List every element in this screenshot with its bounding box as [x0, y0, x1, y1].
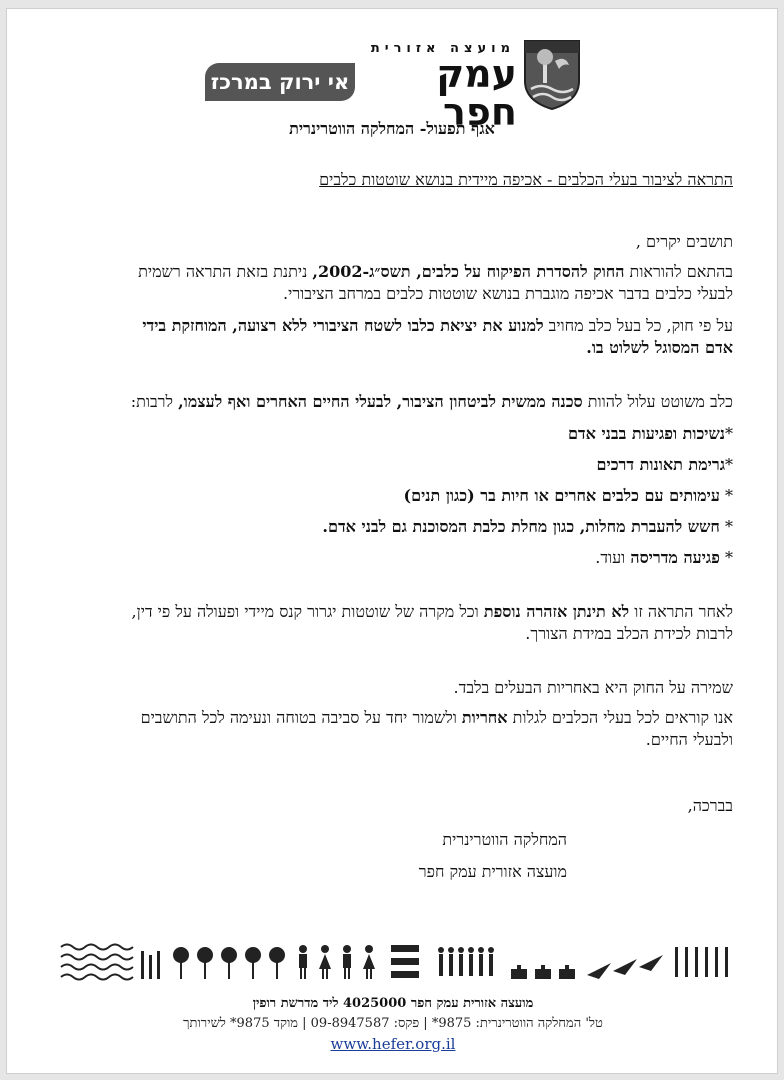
council-crest-icon	[519, 37, 585, 111]
greeting: תושבים יקרים ,	[635, 232, 733, 252]
paragraph-danger: כלב משוטט עלול להוות סכנה ממשית לביטחון הציבור, לבעלי החיים האחרים ואף לעצמו, לרבות:	[130, 392, 733, 412]
paragraph-obligation: על פי חוק, כל בעל כלב מחויב למנוע את יציאת כלבו לשטח הציבורי ללא רצועה, המוחזקת בידי אדם המסוגל לשלוט בו.	[142, 316, 733, 358]
closing: בברכה,	[687, 796, 733, 816]
council-tagline: אי ירוק במרכז	[205, 63, 355, 101]
letter-body	[113, 169, 733, 884]
footer-contact: טל' המחלקה הווטרינרית: 9875* | פקס: 09-8947587 | מוקד 9875* לשירותך	[183, 1016, 603, 1031]
letter-title: התראה לציבור בעלי הכלבים - אכיפה מיידית בנושא שוטטות כלבים	[319, 170, 733, 189]
danger-item: * פגיעה מדריסה ועוד.	[595, 547, 733, 567]
danger-item: *נשיכות ופגיעות בבני אדם	[567, 423, 733, 443]
paragraph-responsibility: שמירה על החוק היא באחריות הבעלים בלבד.	[453, 678, 733, 698]
signature-council: מועצה אזורית עמק חפר	[418, 862, 567, 882]
council-label: מועצה אזורית	[370, 41, 515, 56]
paragraph-penalty: לאחר התראה זו לא תינתן אזהרה נוספת וכל מקרה של שוטטות יגרור קנס מיידי ופעולה על פי דין, לרבות לכידת הכלב במידת הצורך.	[131, 601, 733, 644]
paragraph-law: בהתאם להוראות החוק להסדרת הפיקוח על כלבים, תשס״ג-2002, ניתנת בזאת התראה רשמית לבעלי כלבים בדבר אכיפה מוגברת בנושא שוטטות כלבים במרחב הציבורי.	[138, 262, 733, 304]
letter-page	[6, 8, 778, 1074]
danger-item: * חשש להעברת מחלות, כגון מחלת כלבת המסוכנת גם לבני אדם.	[322, 516, 733, 536]
footer-decoration-icon	[59, 941, 739, 985]
footer-address: מועצה אזורית עמק חפר 4025000 ליד מדרשת רופין	[252, 996, 534, 1011]
website-link[interactable]: www.hefer.org.il	[330, 1035, 456, 1053]
paragraph-call: אנו קוראים לכל בעלי הכלבים לגלות אחריות ולשמור יחד על סביבה בטוחה ונעימה לכל התושבים ולבעלי החיים.	[140, 708, 733, 750]
danger-item: * עימותים עם כלבים אחרים או חיות בר (כגון תנים)	[403, 485, 733, 505]
danger-item: *גרימת תאונות דרכים	[596, 454, 733, 474]
department-heading: אגף תפעול- המחלקה הווטרינרית	[289, 119, 495, 138]
signature-department: המחלקה הווטרינרית	[442, 830, 567, 850]
council-name: עמק חפר	[436, 52, 517, 134]
